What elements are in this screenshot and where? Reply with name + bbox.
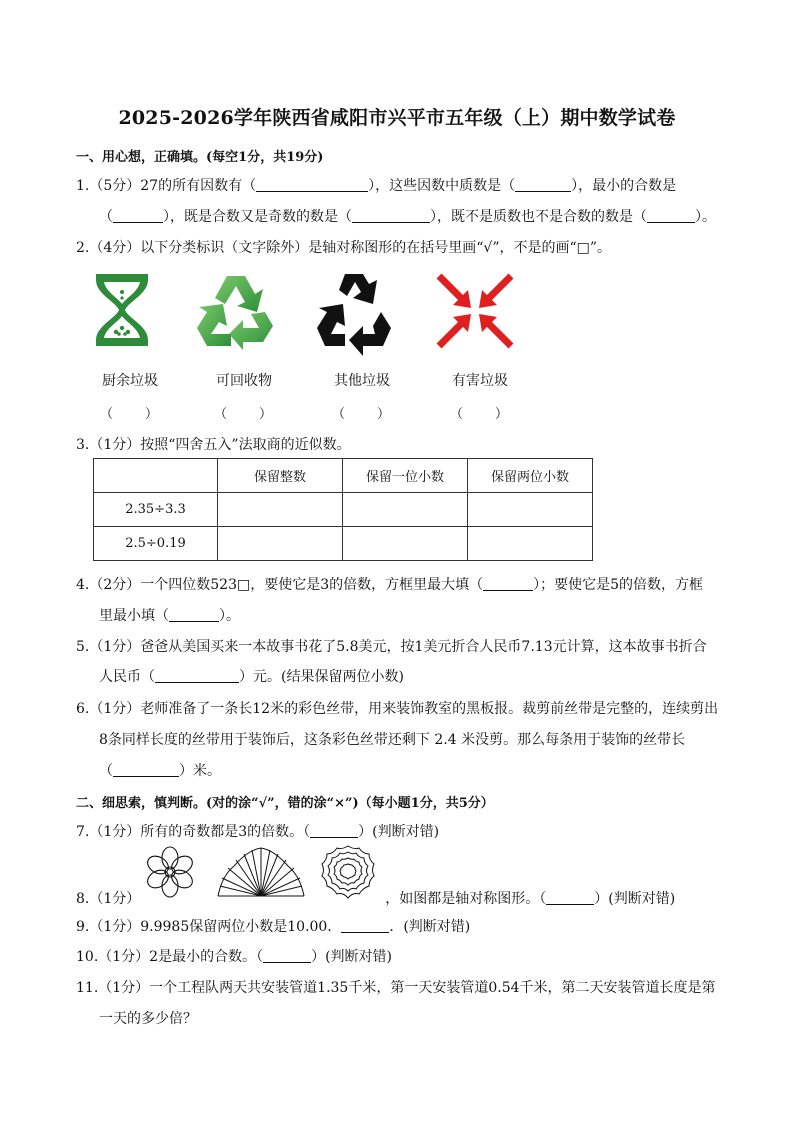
q1-blank-3[interactable]: [113, 208, 163, 223]
table-cell: 2.35÷3.3: [94, 493, 218, 527]
other-waste-icon: [311, 270, 397, 362]
q8-text-a: 8.（1分）: [76, 891, 141, 907]
question-3-text: 3.（1分）按照“四舍五入”法取商的近似数。: [76, 437, 351, 453]
q1-text-g: ）。: [695, 209, 716, 225]
q5-blank-1[interactable]: [155, 668, 239, 683]
kitchen-waste-icon: [92, 272, 152, 348]
q7-blank-1[interactable]: [310, 823, 358, 838]
q8-text-c: ）(判断对错): [594, 891, 676, 907]
hazardous-waste-icon: [435, 272, 515, 350]
table-cell-answer[interactable]: [343, 493, 468, 527]
q9-text-b: ．(判断对错): [389, 919, 471, 935]
q10-blank-1[interactable]: [263, 948, 311, 963]
q8-blank-1[interactable]: [546, 890, 594, 905]
question-7-line: [76, 821, 439, 841]
section-2-heading: 二、细思索，慎判断。(对的涂“√”，错的涂“×”)（每小题1分，共5分）: [76, 796, 494, 811]
icon-label-other: 其他垃圾: [334, 373, 390, 389]
question-5-line-1: 5.（1分）爸爸从美国买来一本故事书花了5.8美元，按1美元折合人民币7.13元计算，这本故事书折合: [76, 639, 707, 655]
q1-blank-1[interactable]: [256, 177, 368, 192]
q1-text-b: ），这些因数中质数是（: [368, 178, 516, 194]
table-header-cell: 保留两位小数: [468, 459, 593, 493]
q4-text-d: ）。: [219, 608, 240, 624]
question-4-line-2: [99, 605, 240, 625]
question-5-line-2: [99, 666, 404, 686]
q7-text-a: 7.（1分）所有的奇数都是3的倍数。（: [76, 824, 311, 840]
answer-paren-hazardous[interactable]: （ ）: [449, 407, 510, 422]
icon-label-hazardous: 有害垃圾: [452, 373, 508, 389]
question-4-line-1: [76, 574, 703, 594]
icon-label-recycle: 可回收物: [216, 373, 272, 389]
table-cell-answer[interactable]: [343, 527, 468, 561]
question-11-line-2: 一天的多少倍？: [99, 1011, 197, 1027]
icon-label-kitchen: 厨余垃圾: [102, 373, 158, 389]
q1-text-d: （: [99, 209, 113, 225]
question-9-line: [76, 916, 470, 936]
question-6-line-1: 6.（1分）老师准备了一条长12米的彩色丝带，用来装饰教室的黑板报。裁剪前丝带是完整的，连续剪出: [76, 701, 719, 717]
table-cell: 2.5÷0.19: [94, 527, 218, 561]
q4-text-a: 4.（2分）一个四位数523□，要使它是3的倍数，方框里最大填（: [76, 577, 484, 593]
answer-paren-other[interactable]: （ ）: [331, 407, 392, 422]
answer-paren-kitchen[interactable]: （ ）: [99, 407, 160, 422]
q7-text-b: ）(判断对错): [358, 824, 440, 840]
question-1-line-1: [76, 175, 676, 195]
q1-text-a: 1.（5分）27的所有因数有（: [76, 178, 257, 194]
table-row: [94, 493, 593, 527]
page-title: 2025-2026学年陕西省咸阳市兴平市五年级（上）期中数学试卷: [118, 107, 676, 129]
q6-text-c: （: [99, 763, 113, 779]
q1-text-e: ），既是合数又是奇数的数是（: [163, 209, 352, 225]
section-1-heading: 一、用心想，正确填。(每空1分，共19分): [76, 150, 324, 165]
q6-text-d: ）米。: [179, 763, 221, 779]
question-6-line-2: 8条同样长度的丝带用于装饰后，这条彩色丝带还剩下 2.4 米没剪。那么每条用于装饰的丝带长: [99, 732, 686, 748]
table-header-row: [94, 459, 593, 493]
q4-blank-2[interactable]: [169, 607, 219, 622]
q4-text-b: ）；要使它是5的倍数，方框: [533, 577, 704, 593]
table-cell-answer[interactable]: [218, 527, 343, 561]
question-6-line-3: [99, 760, 221, 780]
question-1-line-2: [99, 206, 716, 226]
q1-blank-4[interactable]: [352, 208, 430, 223]
q4-blank-1[interactable]: [483, 576, 533, 591]
q1-text-c: ），最小的合数是: [571, 178, 677, 194]
table-cell-answer[interactable]: [218, 493, 343, 527]
q5-text-c: ）元。(结果保留两位小数): [239, 669, 404, 685]
q9-text-a: 9.（1分）9.9985保留两位小数是10.00．: [76, 919, 342, 935]
q10-text-a: 10.（1分）2是最小的合数。（: [76, 949, 264, 965]
q1-blank-2[interactable]: [515, 177, 571, 192]
q10-text-b: ）(判断对错): [311, 949, 393, 965]
rounding-table: [93, 458, 593, 561]
q1-text-f: ），既不是质数也不是合数的数是（: [430, 209, 647, 225]
q1-blank-5[interactable]: [647, 208, 695, 223]
q4-text-c: 里最小填（: [99, 608, 169, 624]
table-cell-answer[interactable]: [468, 527, 593, 561]
q9-blank-1[interactable]: [341, 918, 389, 933]
table-header-cell: 保留整数: [218, 459, 343, 493]
question-8-line: [76, 888, 675, 908]
table-row: [94, 527, 593, 561]
question-2-text: 2.（4分）以下分类标识（文字除外）是轴对称图形的在括号里画“√”，不是的画“□”。: [76, 240, 612, 256]
recycle-icon: [193, 270, 279, 352]
answer-paren-recycle[interactable]: （ ）: [213, 407, 274, 422]
question-11-line-1: 11.（1分）一个工程队两天共安装管道1.35千米，第一天安装管道0.54千米，第二天安装管道长度是第: [76, 980, 716, 996]
q5-text-b: 人民币（: [99, 669, 155, 685]
q8-text-b: ，如图都是轴对称图形。（: [385, 891, 547, 907]
q6-blank-1[interactable]: [113, 762, 179, 777]
table-header-cell: [94, 459, 218, 493]
table-cell-answer[interactable]: [468, 493, 593, 527]
question-10-line: [76, 946, 392, 966]
table-header-cell: 保留一位小数: [343, 459, 468, 493]
